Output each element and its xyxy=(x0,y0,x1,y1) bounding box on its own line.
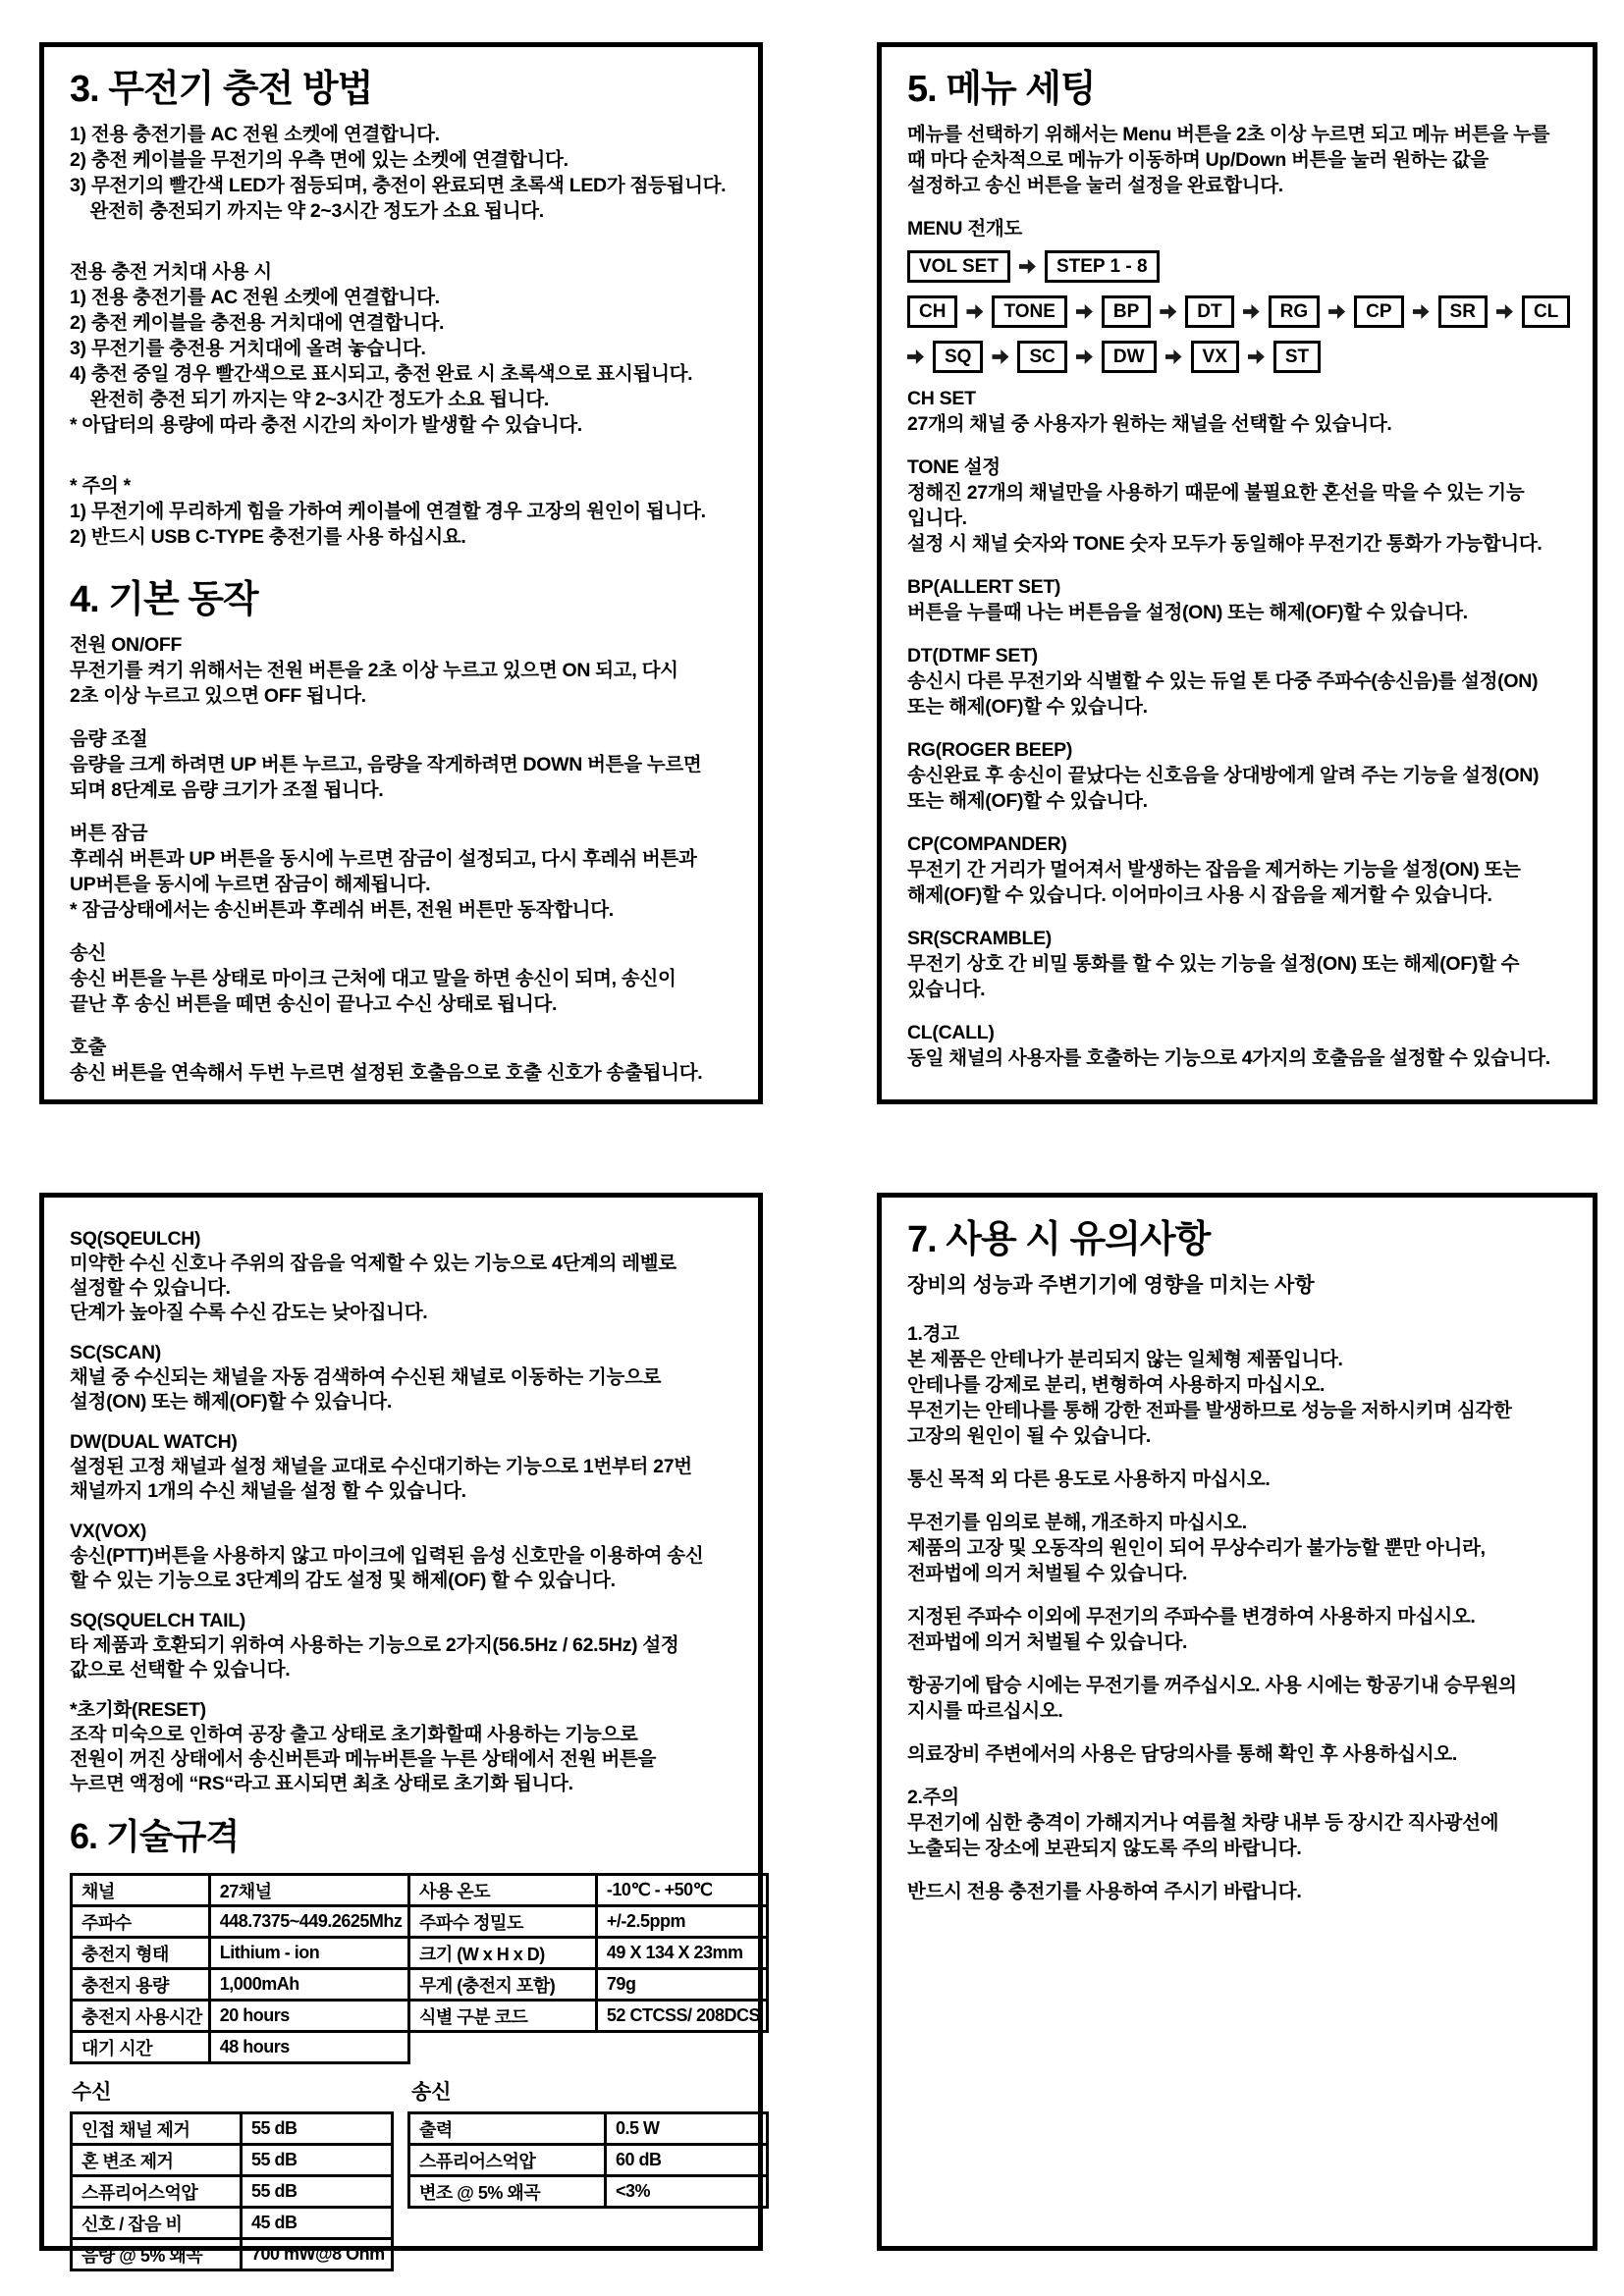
text-line: 완전히 충전 되기 까지는 약 2~3시간 정도가 소요 됩니다. xyxy=(70,389,549,410)
spec-general-table xyxy=(70,1873,403,2064)
text-line: * 아답터의 용량에 따라 충전 시간의 차이가 발생할 수 있습니다. xyxy=(70,414,582,436)
text-line: 미약한 수신 신호나 주위의 잡음을 억제할 수 있는 기능으로 4단계의 레벨로 xyxy=(70,1253,677,1274)
menu-flow-item: ST xyxy=(1273,341,1321,373)
text-line: 버튼을 누를때 나는 버튼음을 설정(ON) 또는 해제(OF)할 수 있습니다. xyxy=(907,602,1468,623)
menu-flow-item: RG xyxy=(1269,295,1321,328)
text-line: 1) 무전기에 무리하게 힘을 가하여 케이블에 연결할 경우 고장의 원인이 됩니다. xyxy=(70,501,706,522)
section-title-charging: 3. 무전기 충전 방법 xyxy=(70,69,373,110)
text-line xyxy=(907,1492,1567,1510)
text-line: 음량을 크게 하려면 UP 버튼 누르고, 음량을 작게하려면 DOWN 버튼을 누르면 xyxy=(70,754,702,775)
text-line: 반드시 전용 충전기를 사용하여 주시기 바랍니다. xyxy=(907,1881,1302,1902)
table-row xyxy=(409,1906,768,1938)
menu-flow-item: VX xyxy=(1191,341,1239,373)
text-line: 송신 버튼을 누른 상태로 마이크 근처에 대고 말을 하면 송신이 되며, 송신이 xyxy=(70,968,677,989)
text-line: 동일 채널의 사용자를 호출하는 기능으로 4가지의 호출음을 설정할 수 있습니다. xyxy=(907,1047,1550,1069)
text-line: 메뉴를 선택하기 위해서는 Menu 버튼을 2초 이상 누르면 되고 메뉴 버튼을 누를 xyxy=(907,124,1550,145)
text-line xyxy=(70,438,732,455)
text-line: 단계가 높아질 수록 수신 감도는 낮아집니다. xyxy=(70,1302,428,1323)
text-line: 때 마다 순차적으로 메뉴가 이동하며 Up/Down 버튼을 눌러 원하는 값을 xyxy=(907,149,1489,171)
text-line: 무전기 상호 간 비밀 통화를 할 수 있는 기능을 설정(ON) 또는 해제(OF)할 수 xyxy=(907,953,1520,975)
subsection-heading: SQ(SQEULCH) xyxy=(70,1228,201,1250)
spec-label-cell: 변조 @ 5% 왜곡 xyxy=(409,2176,606,2208)
subsection-heading: CP(COMPANDER) xyxy=(907,833,1067,855)
subsection-heading: SR(SCRAMBLE) xyxy=(907,928,1052,949)
table-row xyxy=(72,2145,393,2176)
text-line: 전파법에 의거 처벌될 수 있습니다. xyxy=(907,1563,1188,1584)
spec-value-cell: 448.7375~449.2625Mhz xyxy=(209,1906,409,1938)
spec-label-cell: 채널 xyxy=(72,1875,210,1906)
text-line xyxy=(70,1593,732,1609)
text-line: 타 제품과 호환되기 위하여 사용하는 기능으로 2가지(56.5Hz / 62.5Hz) 설정 xyxy=(70,1634,679,1656)
subsection-heading: SC(SCAN) xyxy=(70,1342,161,1363)
table-row xyxy=(72,1969,409,2001)
text-line: 송신 버튼을 연속해서 두번 누르면 설정된 호출음으로 호출 신호가 송출됩니다. xyxy=(70,1062,703,1084)
text-line: 안테나를 강제로 분리, 변형하여 사용하지 마십시오. xyxy=(907,1374,1326,1396)
spec-tables-row1 xyxy=(70,1873,760,2064)
spec-value-cell: -10℃ - +50℃ xyxy=(596,1875,767,1906)
text-line xyxy=(70,1325,732,1341)
menu-flow-item: SQ xyxy=(933,341,983,373)
text-line: 설정된 고정 채널과 설정 채널을 교대로 수신대기하는 기능으로 1번부터 27번 xyxy=(70,1456,692,1477)
text-line: 정해진 27개의 채널만을 사용하기 때문에 불필요한 혼선을 막을 수 있는 기능 xyxy=(907,482,1525,504)
text-line: 끝난 후 송신 버튼을 떼면 송신이 끝나고 수신 상태로 됩니다. xyxy=(70,993,558,1015)
spec-value-cell: 55 dB xyxy=(242,2113,393,2145)
text-line: 할 수 있는 기능으로 3단계의 감도 설정 및 해제(OF) 할 수 있습니다. xyxy=(70,1570,616,1591)
caution-text xyxy=(907,1304,1567,1904)
spec-label-cell: 스퓨리어스억압 xyxy=(409,2145,606,2176)
spec-value-cell: 60 dB xyxy=(606,2145,768,2176)
text-line: * 주의 * xyxy=(70,475,131,497)
menu-flow-item: CP xyxy=(1354,295,1403,328)
spec-tables-row2 xyxy=(70,2111,732,2271)
menu-flow-row xyxy=(907,250,1567,283)
text-line: 완전히 충전되기 까지는 약 2~3시간 정도가 소요 됩니다. xyxy=(70,200,544,222)
text-line: 무전기를 임의로 분해, 개조하지 마십시오. xyxy=(907,1512,1247,1533)
table-row xyxy=(409,2113,768,2145)
spec-label-cell: 주파수 xyxy=(72,1906,210,1938)
text-line xyxy=(907,1655,1567,1673)
text-line: 무전기를 켜기 위해서는 전원 버튼을 2초 이상 누르고 있으면 ON 되고, 다시 xyxy=(70,660,678,681)
subsection-heading: CH SET xyxy=(907,388,976,409)
text-line: 27개의 채널 중 사용자가 원하는 채널을 선택할 수 있습니다. xyxy=(907,413,1392,435)
text-line xyxy=(907,1724,1567,1741)
text-line: 전원이 꺼진 상태에서 송신버튼과 메뉴버튼을 누른 상태에서 전원 버튼을 xyxy=(70,1748,657,1770)
text-line xyxy=(907,1449,1567,1467)
arrow-right-icon xyxy=(1076,304,1093,319)
text-line: 2) 충전 케이블을 무전기의 우측 면에 있는 소켓에 연결합니다. xyxy=(70,149,568,171)
spec-value-cell: 79g xyxy=(596,1969,767,2001)
text-line: 무전기에 심한 충격이 가해지거나 여름철 차량 내부 등 장시간 직사광선에 xyxy=(907,1812,1499,1834)
tx-spec-table xyxy=(407,2111,769,2209)
spec-value-cell: 0.5 W xyxy=(606,2113,768,2145)
spec-label-cell: 크기 (W x H x D) xyxy=(409,1938,597,1969)
spec-value-cell: 45 dB xyxy=(242,2208,393,2239)
spec-label-cell: 혼 변조 제거 xyxy=(72,2145,242,2176)
spec-label-cell: 식별 구분 코드 xyxy=(409,2001,597,2032)
subsection-heading: 2.주의 xyxy=(907,1787,959,1808)
spec-label-cell: 충전지 사용시간 xyxy=(72,2001,210,2032)
text-line: 본 제품은 안테나가 분리되지 않는 일체형 제품입니다. xyxy=(907,1349,1343,1370)
text-line xyxy=(70,1017,732,1035)
spec-label-cell: 음량 @ 5% 왜곡 xyxy=(72,2239,242,2270)
spec-label-cell: 사용 온도 xyxy=(409,1875,597,1906)
text-line xyxy=(70,455,732,473)
text-line xyxy=(907,1767,1567,1785)
text-line: 통신 목적 외 다른 용도로 사용하지 마십시오. xyxy=(907,1468,1271,1490)
table-row xyxy=(72,2032,409,2063)
arrow-right-icon xyxy=(1496,304,1513,319)
table-row xyxy=(72,1906,409,1938)
menu-flow-title: MENU 전개도 xyxy=(907,218,1022,240)
text-line: 있습니다. xyxy=(907,979,986,1000)
spec-label-cell: 대기 시간 xyxy=(72,2032,210,2063)
text-line xyxy=(907,1304,1567,1321)
text-line xyxy=(907,814,1567,831)
text-line xyxy=(907,720,1567,737)
text-line: 제품의 고장 및 오동작의 원인이 되어 무상수리가 불가능할 뿐만 아니라, xyxy=(907,1537,1486,1559)
text-line: 지정된 주파수 이외에 무전기의 주파수를 변경하여 사용하지 마십시오. xyxy=(907,1606,1476,1628)
text-line: 누르면 액정에 “RS“라고 표시되면 최초 상태로 초기화 됩니다. xyxy=(70,1773,573,1794)
panel-menu-setting xyxy=(877,42,1597,1104)
spec-label-cell: 충전지 형태 xyxy=(72,1938,210,1969)
text-line: 전용 충전 거치대 사용 시 xyxy=(70,261,272,283)
panel-menu2-spec xyxy=(39,1193,763,2266)
subsection-heading: TONE 설정 xyxy=(907,456,1001,478)
rx-spec-table xyxy=(70,2111,394,2271)
subsection-heading: 호출 xyxy=(70,1037,107,1058)
spec-table xyxy=(70,2111,394,2271)
spec-value-cell: 27채널 xyxy=(209,1875,409,1906)
text-line: 입니다. xyxy=(907,507,967,529)
text-line: 노출되는 장소에 보관되지 않도록 주의 바랍니다. xyxy=(907,1838,1302,1859)
text-line xyxy=(907,908,1567,926)
menu-flow-row xyxy=(907,295,1567,328)
text-line: 되며 8단계로 음량 크기가 조절 됩니다. xyxy=(70,779,384,801)
subsection-heading: DW(DUAL WATCH) xyxy=(70,1431,238,1453)
basic-text xyxy=(70,632,732,1086)
subsection-heading: BP(ALLERT SET) xyxy=(907,576,1061,598)
text-line: 또는 해제(OF)할 수 있습니다. xyxy=(907,790,1148,812)
text-line xyxy=(70,1682,732,1698)
spec-label-cell: 스퓨리어스억압 xyxy=(72,2176,242,2208)
text-line xyxy=(70,803,732,821)
text-line: 2) 반드시 USB C-TYPE 충전기를 사용 하십시요. xyxy=(70,526,466,548)
text-line: 설정할 수 있습니다. xyxy=(70,1277,231,1299)
panel-caution xyxy=(877,1193,1597,2251)
spec-value-cell: 55 dB xyxy=(242,2145,393,2176)
subsection-heading: DT(DTMF SET) xyxy=(907,645,1038,667)
section-title-spec: 6. 기술규격 xyxy=(70,1816,240,1856)
text-line: 항공기에 탑승 시에는 무전기를 꺼주십시오. 사용 시에는 항공기내 승무원의 xyxy=(907,1675,1517,1696)
text-line xyxy=(70,1504,732,1520)
arrow-right-icon xyxy=(1165,349,1182,364)
panel-charging-basic xyxy=(39,42,763,1104)
arrow-right-icon xyxy=(1243,304,1260,319)
menu-flow-item: CH xyxy=(907,295,957,328)
text-line xyxy=(70,1415,732,1430)
spec-label-cell: 인접 채널 제거 xyxy=(72,2113,242,2145)
spec-label-cell: 무게 (충전지 포함) xyxy=(409,1969,597,2001)
subsection-heading: 버튼 잠금 xyxy=(70,823,148,844)
text-line xyxy=(907,1861,1567,1879)
text-line: 송신시 다른 무전기와 식별할 수 있는 듀얼 톤 다중 주파수(송신음)를 설정(ON) xyxy=(907,670,1539,692)
text-line: 2) 충전 케이블을 충전용 거치대에 연결합니다. xyxy=(70,312,445,334)
rx-label: 수신 xyxy=(72,2081,112,2104)
text-line: 의료장비 주변에서의 사용은 담당의사를 통해 확인 후 사용하십시오. xyxy=(907,1743,1457,1765)
arrow-right-icon xyxy=(966,304,983,319)
text-line: 3) 무전기의 빨간색 LED가 점등되며, 충전이 완료되면 초록색 LED가 점등됩니다. xyxy=(70,175,727,196)
section-title-basic: 4. 기본 동작 xyxy=(70,579,258,620)
spacer xyxy=(70,550,732,571)
subsection-heading: VX(VOX) xyxy=(70,1521,147,1542)
table-row xyxy=(72,2176,393,2208)
text-line: 2초 이상 누르고 있으면 OFF 됩니다. xyxy=(70,685,366,707)
text-line: 설정(ON) 또는 해제(OF)할 수 있습니다. xyxy=(70,1391,392,1413)
spec-label-cell: 출력 xyxy=(409,2113,606,2145)
text-line xyxy=(70,224,732,241)
table-row xyxy=(409,1938,768,1969)
text-line xyxy=(907,557,1567,574)
subsection-heading: RG(ROGER BEEP) xyxy=(907,739,1073,761)
menu-flow-item: TONE xyxy=(992,295,1066,328)
subsection-heading: CL(CALL) xyxy=(907,1022,995,1043)
charging-text xyxy=(70,122,732,550)
spec-value-cell: Lithium - ion xyxy=(209,1938,409,1969)
text-line: 1) 전용 충전기를 AC 전원 소켓에 연결합니다. xyxy=(70,287,440,308)
menu-flow-item: DW xyxy=(1102,341,1157,373)
section-title-caution: 7. 사용 시 유의사항 xyxy=(907,1219,1211,1260)
spec-value-cell: <3% xyxy=(606,2176,768,2208)
table-row xyxy=(72,2239,393,2270)
text-line xyxy=(70,709,732,726)
arrow-right-icon xyxy=(1019,259,1036,274)
arrow-right-icon xyxy=(907,349,924,364)
tx-label: 송신 xyxy=(411,2081,452,2104)
text-line: 지시를 따르십시오. xyxy=(907,1700,1063,1722)
spec-environment-table xyxy=(407,1873,769,2033)
text-line: * 잠금상태에서는 송신버튼과 후레쉬 버튼, 전원 버튼만 동작합니다. xyxy=(70,899,614,921)
text-line: 채널까지 1개의 수신 채널을 설정 할 수 있습니다. xyxy=(70,1480,466,1502)
arrow-right-icon xyxy=(1248,349,1265,364)
text-line xyxy=(907,625,1567,643)
spec-table xyxy=(70,1873,410,2064)
text-line: 전파법에 의거 처벌될 수 있습니다. xyxy=(907,1631,1188,1653)
menu-flow-diagram xyxy=(907,250,1567,373)
text-line: 설정 시 채널 숫자와 TONE 숫자 모두가 동일해야 무전기간 통화가 가능합니다. xyxy=(907,533,1543,555)
text-line xyxy=(907,198,1567,216)
spec-table xyxy=(407,2111,769,2209)
spec-value-cell: 49 X 134 X 23mm xyxy=(596,1938,767,1969)
spec-value-cell: 700 mW@8 Ohm xyxy=(242,2239,393,2270)
subsection-heading: *초기화(RESET) xyxy=(70,1699,206,1721)
spec-label-cell: 충전지 용량 xyxy=(72,1969,210,2001)
section-title-menu: 5. 메뉴 세팅 xyxy=(907,69,1096,110)
menu2-text xyxy=(70,1227,732,1796)
spec-value-cell: 1,000mAh xyxy=(209,1969,409,2001)
text-line: 후레쉬 버튼과 UP 버튼을 동시에 누르면 잠금이 설정되고, 다시 후레쉬 버튼과 xyxy=(70,848,697,870)
arrow-right-icon xyxy=(1328,304,1345,319)
text-line: 송신(PTT)버튼을 사용하지 않고 마이크에 입력된 음성 신호만을 이용하여 송신 xyxy=(70,1545,704,1567)
text-line: 조작 미숙으로 인하여 공장 출고 상태로 초기화할때 사용하는 기능으로 xyxy=(70,1724,638,1745)
spec-label-cell: 주파수 정밀도 xyxy=(409,1906,597,1938)
text-line: 값으로 선택할 수 있습니다. xyxy=(70,1659,291,1681)
menu-flow-item: CL xyxy=(1522,295,1570,328)
text-line: 고장의 원인이 될 수 있습니다. xyxy=(907,1425,1152,1447)
spec-label-cell: 신호 / 잡음 비 xyxy=(72,2208,242,2239)
text-line: 채널 중 수신되는 채널을 자동 검색하여 수신된 채널로 이동하는 기능으로 xyxy=(70,1366,662,1388)
table-row xyxy=(72,2001,409,2032)
arrow-right-icon xyxy=(1160,304,1176,319)
text-line xyxy=(70,923,732,940)
table-row xyxy=(72,1938,409,1969)
text-line: 4) 충전 중일 경우 빨간색으로 표시되고, 충전 완료 시 초록색으로 표시됩니다. xyxy=(70,363,693,385)
menu-flow-item: STEP 1 - 8 xyxy=(1045,250,1160,283)
text-line: UP버튼을 동시에 누르면 잠금이 해제됩니다. xyxy=(70,874,431,895)
arrow-right-icon xyxy=(1076,349,1093,364)
caution-subtitle: 장비의 성능과 주변기기에 영향을 미치는 사항 xyxy=(907,1274,1315,1297)
text-line: 3) 무전기를 충전용 거치대에 올려 놓습니다. xyxy=(70,338,426,359)
spec-table xyxy=(407,1873,769,2033)
text-line: 설정하고 송신 버튼을 눌러 설정을 완료합니다. xyxy=(907,175,1283,196)
subsection-heading: 1.경고 xyxy=(907,1323,959,1345)
table-row xyxy=(409,1875,768,1906)
table-row xyxy=(409,2145,768,2176)
menu-intro-text xyxy=(907,122,1567,216)
menu-flow-item: DT xyxy=(1185,295,1233,328)
subsection-heading: SQ(SQUELCH TAIL) xyxy=(70,1610,245,1631)
table-row xyxy=(72,1875,409,1906)
text-line: 무전기 간 거리가 멀어져서 발생하는 잡음을 제거하는 기능을 설정(ON) 또는 xyxy=(907,859,1521,881)
text-line: 무전기는 안테나를 통해 강한 전파를 발생하므로 성능을 저하시키며 심각한 xyxy=(907,1400,1512,1421)
menu-flow-item: BP xyxy=(1102,295,1151,328)
text-line: 또는 해제(OF)할 수 있습니다. xyxy=(907,696,1148,718)
arrow-right-icon xyxy=(1413,304,1430,319)
table-row xyxy=(409,2001,768,2032)
spec-value-cell: 48 hours xyxy=(209,2032,409,2063)
subsection-heading: 음량 조절 xyxy=(70,728,148,750)
text-line xyxy=(70,241,732,259)
spec-value-cell: 20 hours xyxy=(209,2001,409,2032)
spec-value-cell: 52 CTCSS/ 208DCS xyxy=(596,2001,767,2032)
text-line: 1) 전용 충전기를 AC 전원 소켓에 연결합니다. xyxy=(70,124,440,145)
subsection-heading: 전원 ON/OFF xyxy=(70,634,183,656)
table-row xyxy=(72,2208,393,2239)
table-row xyxy=(72,2113,393,2145)
spec-value-cell: 55 dB xyxy=(242,2176,393,2208)
menu-flow-item: SR xyxy=(1438,295,1488,328)
text-line xyxy=(907,437,1567,454)
spec-value-cell: +/-2.5ppm xyxy=(596,1906,767,1938)
arrow-right-icon xyxy=(992,349,1008,364)
text-line xyxy=(907,1586,1567,1604)
text-line: 해제(OF)할 수 있습니다. 이어마이크 사용 시 잡음을 제거할 수 있습니다. xyxy=(907,884,1492,906)
spec-rxtx-labels xyxy=(70,2064,732,2111)
text-line xyxy=(907,1002,1567,1020)
table-row xyxy=(409,1969,768,2001)
table-row xyxy=(409,2176,768,2208)
menu-flow-item: VOL SET xyxy=(907,250,1010,283)
menu-flow-item: SC xyxy=(1017,341,1066,373)
menu-items-text xyxy=(907,386,1567,1071)
subsection-heading: 송신 xyxy=(70,942,107,964)
menu-flow-row xyxy=(907,341,1567,373)
text-line: 송신완료 후 송신이 끝났다는 신호음을 상대방에게 알려 주는 기능을 설정(ON) xyxy=(907,765,1540,786)
